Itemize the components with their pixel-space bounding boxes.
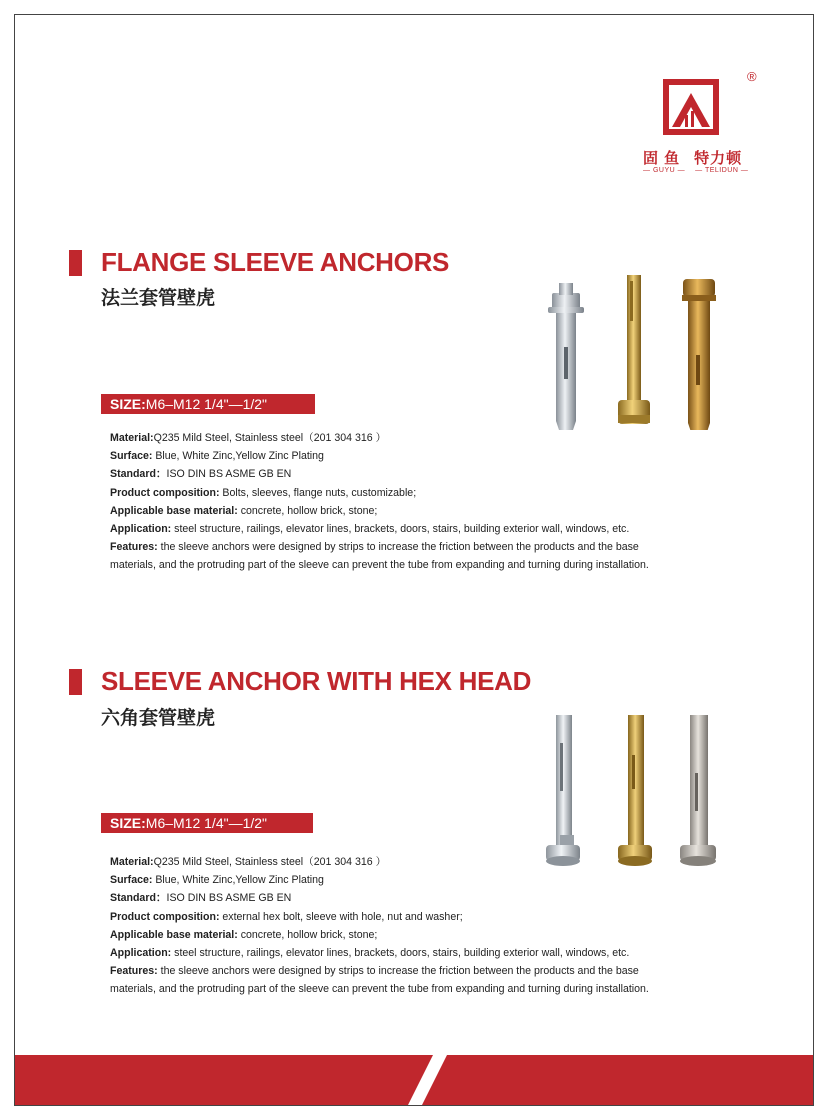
section-2-size-value: M6–M12 1/4"—1/2" — [145, 815, 268, 831]
spec-standard: Standard：ISO DIN BS ASME GB EN — [110, 892, 292, 905]
spec-product-composition: Product composition: Bolts, sleeves, flange nuts, customizable; — [110, 486, 417, 499]
section-2-specs — [110, 853, 730, 999]
spec-product-composition: Product composition: external hex bolt, sleeve with hole, nut and washer; — [110, 910, 463, 923]
logo-cn-left: 固 鱼 — [643, 150, 681, 167]
brochure-page — [14, 14, 814, 1106]
brand-logo — [643, 69, 773, 185]
silver-flange-anchor — [548, 283, 584, 430]
logo-english-text — [643, 167, 748, 174]
spec-base-material: Applicable base material: concrete, hollow brick, stone; — [110, 504, 378, 517]
stainless-hex-anchor — [680, 715, 716, 866]
blue-white-zinc-hex-anchor — [546, 715, 580, 866]
bronze-flange-anchor — [682, 279, 716, 430]
registered-mark: ® — [747, 69, 757, 84]
logo-cn-right: 特力顿 — [694, 150, 743, 167]
spec-surface: Surface: Blue, White Zinc,Yellow Zinc Plating — [110, 450, 324, 463]
section-1-size-bar — [101, 394, 315, 414]
yellow-zinc-hex-anchor — [618, 715, 652, 866]
spec-base-material: Applicable base material: concrete, hollow brick, stone; — [110, 928, 378, 941]
logo-mark-icon — [661, 77, 721, 137]
section-1-size-label: SIZE: — [110, 396, 146, 412]
footer-band — [15, 1055, 814, 1106]
section-1-size-value: M6–M12 1/4"—1/2" — [145, 396, 268, 412]
section-2-title: SLEEVE ANCHOR WITH HEX HEAD — [101, 666, 532, 696]
section-2-size-bar — [101, 813, 313, 833]
section-1-title: FLANGE SLEEVE ANCHORS — [101, 247, 450, 277]
spec-features-cont: materials, and the protruding part of the sleeve can prevent the tube from expanding and turning during installation. — [110, 983, 649, 996]
logo-en-left: — GUYU — — [643, 167, 686, 174]
section-1-product-photo — [530, 255, 730, 430]
spec-standard: Standard：ISO DIN BS ASME GB EN — [110, 468, 292, 481]
section-2-subtitle: 六角套管壁虎 — [101, 707, 216, 729]
section-1-accent-bar — [69, 250, 82, 276]
spec-features-cont: materials, and the protruding part of the sleeve can prevent the tube from expanding and turning during installation. — [110, 559, 649, 572]
section-2-size-label: SIZE: — [110, 815, 146, 831]
spec-material: Material:Q235 Mild Steel, Stainless steel（201 304 316 ） — [110, 856, 387, 868]
spec-application: Application: steel structure, railings, elevator lines, brackets, doors, stairs, building exterior wall, windows, etc. — [110, 523, 630, 536]
section-1-specs — [110, 429, 730, 575]
spec-features: Features: the sleeve anchors were designed by strips to increase the friction between the products and the base — [110, 541, 639, 554]
yellow-zinc-flange-anchor — [618, 275, 650, 424]
spec-features: Features: the sleeve anchors were designed by strips to increase the friction between the products and the base — [110, 965, 639, 978]
section-2-product-photo — [540, 695, 720, 870]
section-1-subtitle: 法兰套管壁虎 — [101, 287, 216, 309]
logo-en-right: — TELIDUN — — [695, 167, 749, 174]
section-2-accent-bar — [69, 669, 82, 695]
logo-chinese-text — [643, 147, 763, 168]
spec-material: Material:Q235 Mild Steel, Stainless steel（201 304 316 ） — [110, 432, 387, 444]
spec-surface: Surface: Blue, White Zinc,Yellow Zinc Plating — [110, 874, 324, 887]
spec-application: Application: steel structure, railings, elevator lines, brackets, doors, stairs, building exterior wall, windows, etc. — [110, 947, 630, 960]
